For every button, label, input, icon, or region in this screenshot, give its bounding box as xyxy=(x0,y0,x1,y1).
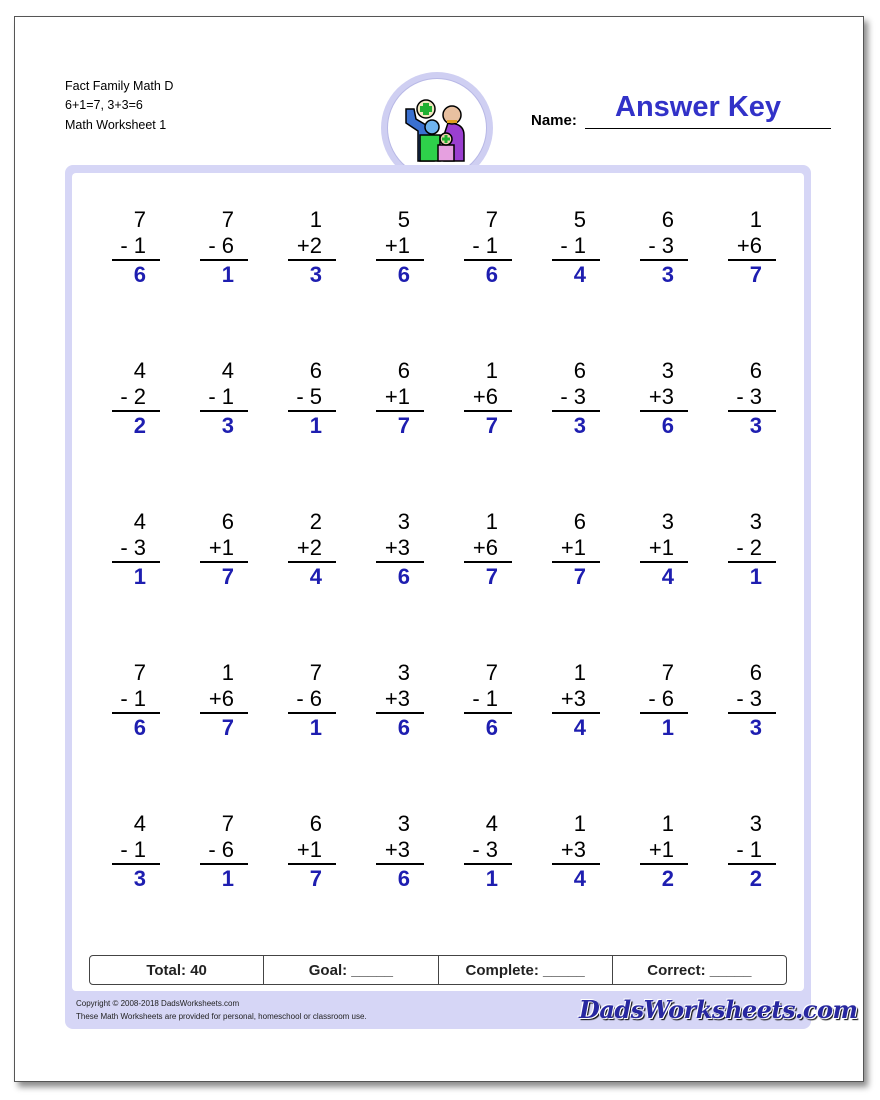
problem xyxy=(374,509,424,590)
problem-rule xyxy=(464,863,512,865)
problem-operand: +6 xyxy=(736,233,762,258)
problem-answer: 3 xyxy=(221,413,234,438)
problem-operand: - 2 xyxy=(120,384,146,409)
problem-operand: - 3 xyxy=(736,686,762,711)
problem-rule xyxy=(728,712,776,714)
problem-top-number: 6 xyxy=(573,509,586,534)
problem-rule xyxy=(464,259,512,261)
problem-operand: - 1 xyxy=(472,233,498,258)
problem-answer: 6 xyxy=(485,262,498,287)
problem xyxy=(374,660,424,741)
problem xyxy=(462,811,512,892)
problem-rule xyxy=(200,712,248,714)
problem-answer: 3 xyxy=(749,715,762,740)
problem-rule xyxy=(640,863,688,865)
problem-answer: 7 xyxy=(221,564,234,589)
problem-answer: 1 xyxy=(221,262,234,287)
worksheet-title: Fact Family Math D xyxy=(65,79,174,93)
problem-top-number: 3 xyxy=(661,358,674,383)
problem-answer: 2 xyxy=(661,866,674,891)
problem-answer: 7 xyxy=(309,866,322,891)
problem-top-number: 1 xyxy=(661,811,674,836)
problem-top-number: 6 xyxy=(397,358,410,383)
problem-rule xyxy=(640,410,688,412)
problem xyxy=(286,509,336,590)
problem-rule xyxy=(288,863,336,865)
problem-rule xyxy=(640,712,688,714)
problem xyxy=(286,660,336,741)
problem-operand: - 1 xyxy=(736,837,762,862)
problem-rule xyxy=(728,561,776,563)
problem-top-number: 6 xyxy=(749,358,762,383)
problem-answer: 2 xyxy=(749,866,762,891)
problem-operand: +3 xyxy=(384,686,410,711)
problem-rule xyxy=(200,863,248,865)
problem-rule xyxy=(288,561,336,563)
problem-operand: - 3 xyxy=(120,535,146,560)
problem-answer: 6 xyxy=(485,715,498,740)
problem-answer: 1 xyxy=(661,715,674,740)
fact-family-icon xyxy=(388,79,486,177)
problem-operand: +3 xyxy=(560,837,586,862)
problem-top-number: 6 xyxy=(309,811,322,836)
problem-rule xyxy=(112,863,160,865)
problem-top-number: 4 xyxy=(133,358,146,383)
problem-top-number: 6 xyxy=(309,358,322,383)
problem xyxy=(550,358,600,439)
tally-total: Total: 40 xyxy=(90,956,264,984)
problem xyxy=(462,509,512,590)
problem-operand: +1 xyxy=(208,535,234,560)
problem-rule xyxy=(552,410,600,412)
problem xyxy=(550,660,600,741)
problem-rule xyxy=(112,259,160,261)
problem xyxy=(550,811,600,892)
problem-rule xyxy=(552,863,600,865)
problem-answer: 4 xyxy=(661,564,674,589)
problem-rule xyxy=(728,410,776,412)
usage-notice: These Math Worksheets are provided for personal, homeschool or classroom use. xyxy=(76,1012,367,1021)
problem xyxy=(726,207,776,288)
problem-top-number: 3 xyxy=(397,509,410,534)
tally-complete: Complete: _____ xyxy=(439,956,613,984)
problem-answer: 1 xyxy=(749,564,762,589)
problem-answer: 1 xyxy=(485,866,498,891)
problem-answer: 7 xyxy=(749,262,762,287)
problem-top-number: 6 xyxy=(661,207,674,232)
answer-key-heading: Answer Key xyxy=(615,91,782,123)
problem-top-number: 3 xyxy=(661,509,674,534)
problem-operand: - 1 xyxy=(120,233,146,258)
problem-top-number: 7 xyxy=(221,207,234,232)
problem xyxy=(726,509,776,590)
problem xyxy=(286,207,336,288)
problem xyxy=(550,207,600,288)
problem-operand: +2 xyxy=(296,233,322,258)
problem-top-number: 1 xyxy=(309,207,322,232)
problem xyxy=(198,207,248,288)
problem-rule xyxy=(200,561,248,563)
problem-answer: 4 xyxy=(573,262,586,287)
problem-operand: - 1 xyxy=(120,686,146,711)
problem-answer: 1 xyxy=(133,564,146,589)
problem-top-number: 1 xyxy=(221,660,234,685)
problem-operand: - 1 xyxy=(560,233,586,258)
problem-top-number: 4 xyxy=(133,811,146,836)
problem-rule xyxy=(552,259,600,261)
problem-rule xyxy=(464,410,512,412)
problem-answer: 6 xyxy=(397,564,410,589)
problem xyxy=(462,207,512,288)
problem-operand: +1 xyxy=(384,384,410,409)
problem-top-number: 3 xyxy=(749,811,762,836)
problem-top-number: 7 xyxy=(309,660,322,685)
problem-top-number: 1 xyxy=(573,660,586,685)
problem-answer: 3 xyxy=(749,413,762,438)
problem xyxy=(198,509,248,590)
problem xyxy=(726,811,776,892)
problem-answer: 4 xyxy=(573,715,586,740)
problem-rule xyxy=(640,561,688,563)
problem-top-number: 7 xyxy=(133,207,146,232)
problems-grid xyxy=(72,173,804,991)
problem-operand: - 3 xyxy=(560,384,586,409)
problem xyxy=(110,207,160,288)
problem xyxy=(550,509,600,590)
problem-top-number: 4 xyxy=(221,358,234,383)
problem-rule xyxy=(112,410,160,412)
problem-operand: - 2 xyxy=(736,535,762,560)
problem xyxy=(638,358,688,439)
problem-top-number: 5 xyxy=(397,207,410,232)
problem-top-number: 5 xyxy=(573,207,586,232)
problem-rule xyxy=(200,259,248,261)
problem-answer: 6 xyxy=(661,413,674,438)
problem-operand: +1 xyxy=(648,837,674,862)
problem-operand: - 5 xyxy=(296,384,322,409)
problem-top-number: 1 xyxy=(749,207,762,232)
problem-top-number: 3 xyxy=(397,660,410,685)
tally-bar xyxy=(89,955,787,985)
problem xyxy=(726,358,776,439)
problem-operand: +6 xyxy=(208,686,234,711)
problem-rule xyxy=(376,259,424,261)
problem-top-number: 2 xyxy=(309,509,322,534)
problem-operand: +1 xyxy=(296,837,322,862)
problem-answer: 3 xyxy=(573,413,586,438)
problem-operand: +3 xyxy=(384,535,410,560)
problem-top-number: 7 xyxy=(485,660,498,685)
problem xyxy=(374,811,424,892)
problem-rule xyxy=(552,561,600,563)
problem xyxy=(286,358,336,439)
problem-operand: - 6 xyxy=(208,233,234,258)
problem-top-number: 7 xyxy=(485,207,498,232)
problem xyxy=(198,811,248,892)
problem xyxy=(110,660,160,741)
problem-operand: +3 xyxy=(384,837,410,862)
problem-operand: - 3 xyxy=(736,384,762,409)
problem-top-number: 1 xyxy=(485,358,498,383)
problem xyxy=(198,358,248,439)
problem-rule xyxy=(288,259,336,261)
problem-top-number: 4 xyxy=(133,509,146,534)
problem-top-number: 7 xyxy=(221,811,234,836)
problem-top-number: 7 xyxy=(661,660,674,685)
problem-top-number: 6 xyxy=(749,660,762,685)
problem-answer: 1 xyxy=(309,715,322,740)
problem-operand: - 6 xyxy=(296,686,322,711)
problem-top-number: 6 xyxy=(573,358,586,383)
problem-rule xyxy=(464,561,512,563)
problem xyxy=(462,358,512,439)
problem-operand: - 6 xyxy=(208,837,234,862)
problem-operand: - 6 xyxy=(648,686,674,711)
problem-operand: - 3 xyxy=(472,837,498,862)
problem-operand: - 1 xyxy=(120,837,146,862)
problem-operand: +2 xyxy=(296,535,322,560)
worksheet-subtitle: 6+1=7, 3+3=6 xyxy=(65,98,143,112)
problem-answer: 2 xyxy=(133,413,146,438)
problem-rule xyxy=(288,410,336,412)
problem-top-number: 3 xyxy=(749,509,762,534)
problem-answer: 7 xyxy=(221,715,234,740)
problem-rule xyxy=(728,863,776,865)
problem-rule xyxy=(552,712,600,714)
worksheet-number: Math Worksheet 1 xyxy=(65,118,167,132)
tally-correct: Correct: _____ xyxy=(647,961,752,979)
problem-rule xyxy=(728,259,776,261)
problem-answer: 7 xyxy=(485,564,498,589)
problem xyxy=(110,811,160,892)
problem-answer: 7 xyxy=(485,413,498,438)
problem xyxy=(374,207,424,288)
problem xyxy=(726,660,776,741)
problem xyxy=(462,660,512,741)
problem-answer: 6 xyxy=(397,866,410,891)
name-label: Name: xyxy=(531,112,577,129)
problem-operand: +1 xyxy=(560,535,586,560)
problem-top-number: 7 xyxy=(133,660,146,685)
problem-operand: +1 xyxy=(384,233,410,258)
problem-operand: +3 xyxy=(648,384,674,409)
problem-top-number: 1 xyxy=(573,811,586,836)
problem-rule xyxy=(112,712,160,714)
problem xyxy=(198,660,248,741)
problem-operand: +1 xyxy=(648,535,674,560)
problem-answer: 3 xyxy=(309,262,322,287)
problem xyxy=(374,358,424,439)
problem-rule xyxy=(288,712,336,714)
problems-frame xyxy=(65,165,858,1029)
problem-answer: 6 xyxy=(397,262,410,287)
problem-rule xyxy=(376,863,424,865)
problem-rule xyxy=(376,561,424,563)
problem-rule xyxy=(112,561,160,563)
problem-answer: 3 xyxy=(661,262,674,287)
problem-answer: 7 xyxy=(573,564,586,589)
problem-operand: - 3 xyxy=(648,233,674,258)
problem-answer: 6 xyxy=(397,715,410,740)
problem-operand: - 1 xyxy=(472,686,498,711)
problem-answer: 4 xyxy=(573,866,586,891)
problem-rule xyxy=(376,410,424,412)
problem-operand: +6 xyxy=(472,535,498,560)
problem-top-number: 1 xyxy=(485,509,498,534)
problem xyxy=(286,811,336,892)
problem-rule xyxy=(200,410,248,412)
problem xyxy=(638,509,688,590)
problem xyxy=(638,811,688,892)
name-field-line xyxy=(585,128,831,129)
problem-operand: +3 xyxy=(560,686,586,711)
problem xyxy=(110,509,160,590)
problem-operand: +6 xyxy=(472,384,498,409)
copyright-text: Copyright © 2008-2018 DadsWorksheets.com xyxy=(76,999,240,1008)
problem-rule xyxy=(376,712,424,714)
worksheet-page xyxy=(14,16,864,1082)
problem-answer: 1 xyxy=(309,413,322,438)
problem-answer: 6 xyxy=(133,262,146,287)
problem-answer: 3 xyxy=(133,866,146,891)
brand-logo: DadsWorksheets.com xyxy=(579,995,858,1024)
problem xyxy=(638,207,688,288)
problem-top-number: 4 xyxy=(485,811,498,836)
problem-rule xyxy=(640,259,688,261)
problem-answer: 7 xyxy=(397,413,410,438)
problem-top-number: 6 xyxy=(221,509,234,534)
problem-answer: 6 xyxy=(133,715,146,740)
problem-answer: 1 xyxy=(221,866,234,891)
problem xyxy=(638,660,688,741)
problem-operand: - 1 xyxy=(208,384,234,409)
problem xyxy=(110,358,160,439)
tally-goal: Goal: _____ xyxy=(264,956,438,984)
problem-rule xyxy=(464,712,512,714)
problem-top-number: 3 xyxy=(397,811,410,836)
problem-answer: 4 xyxy=(309,564,322,589)
